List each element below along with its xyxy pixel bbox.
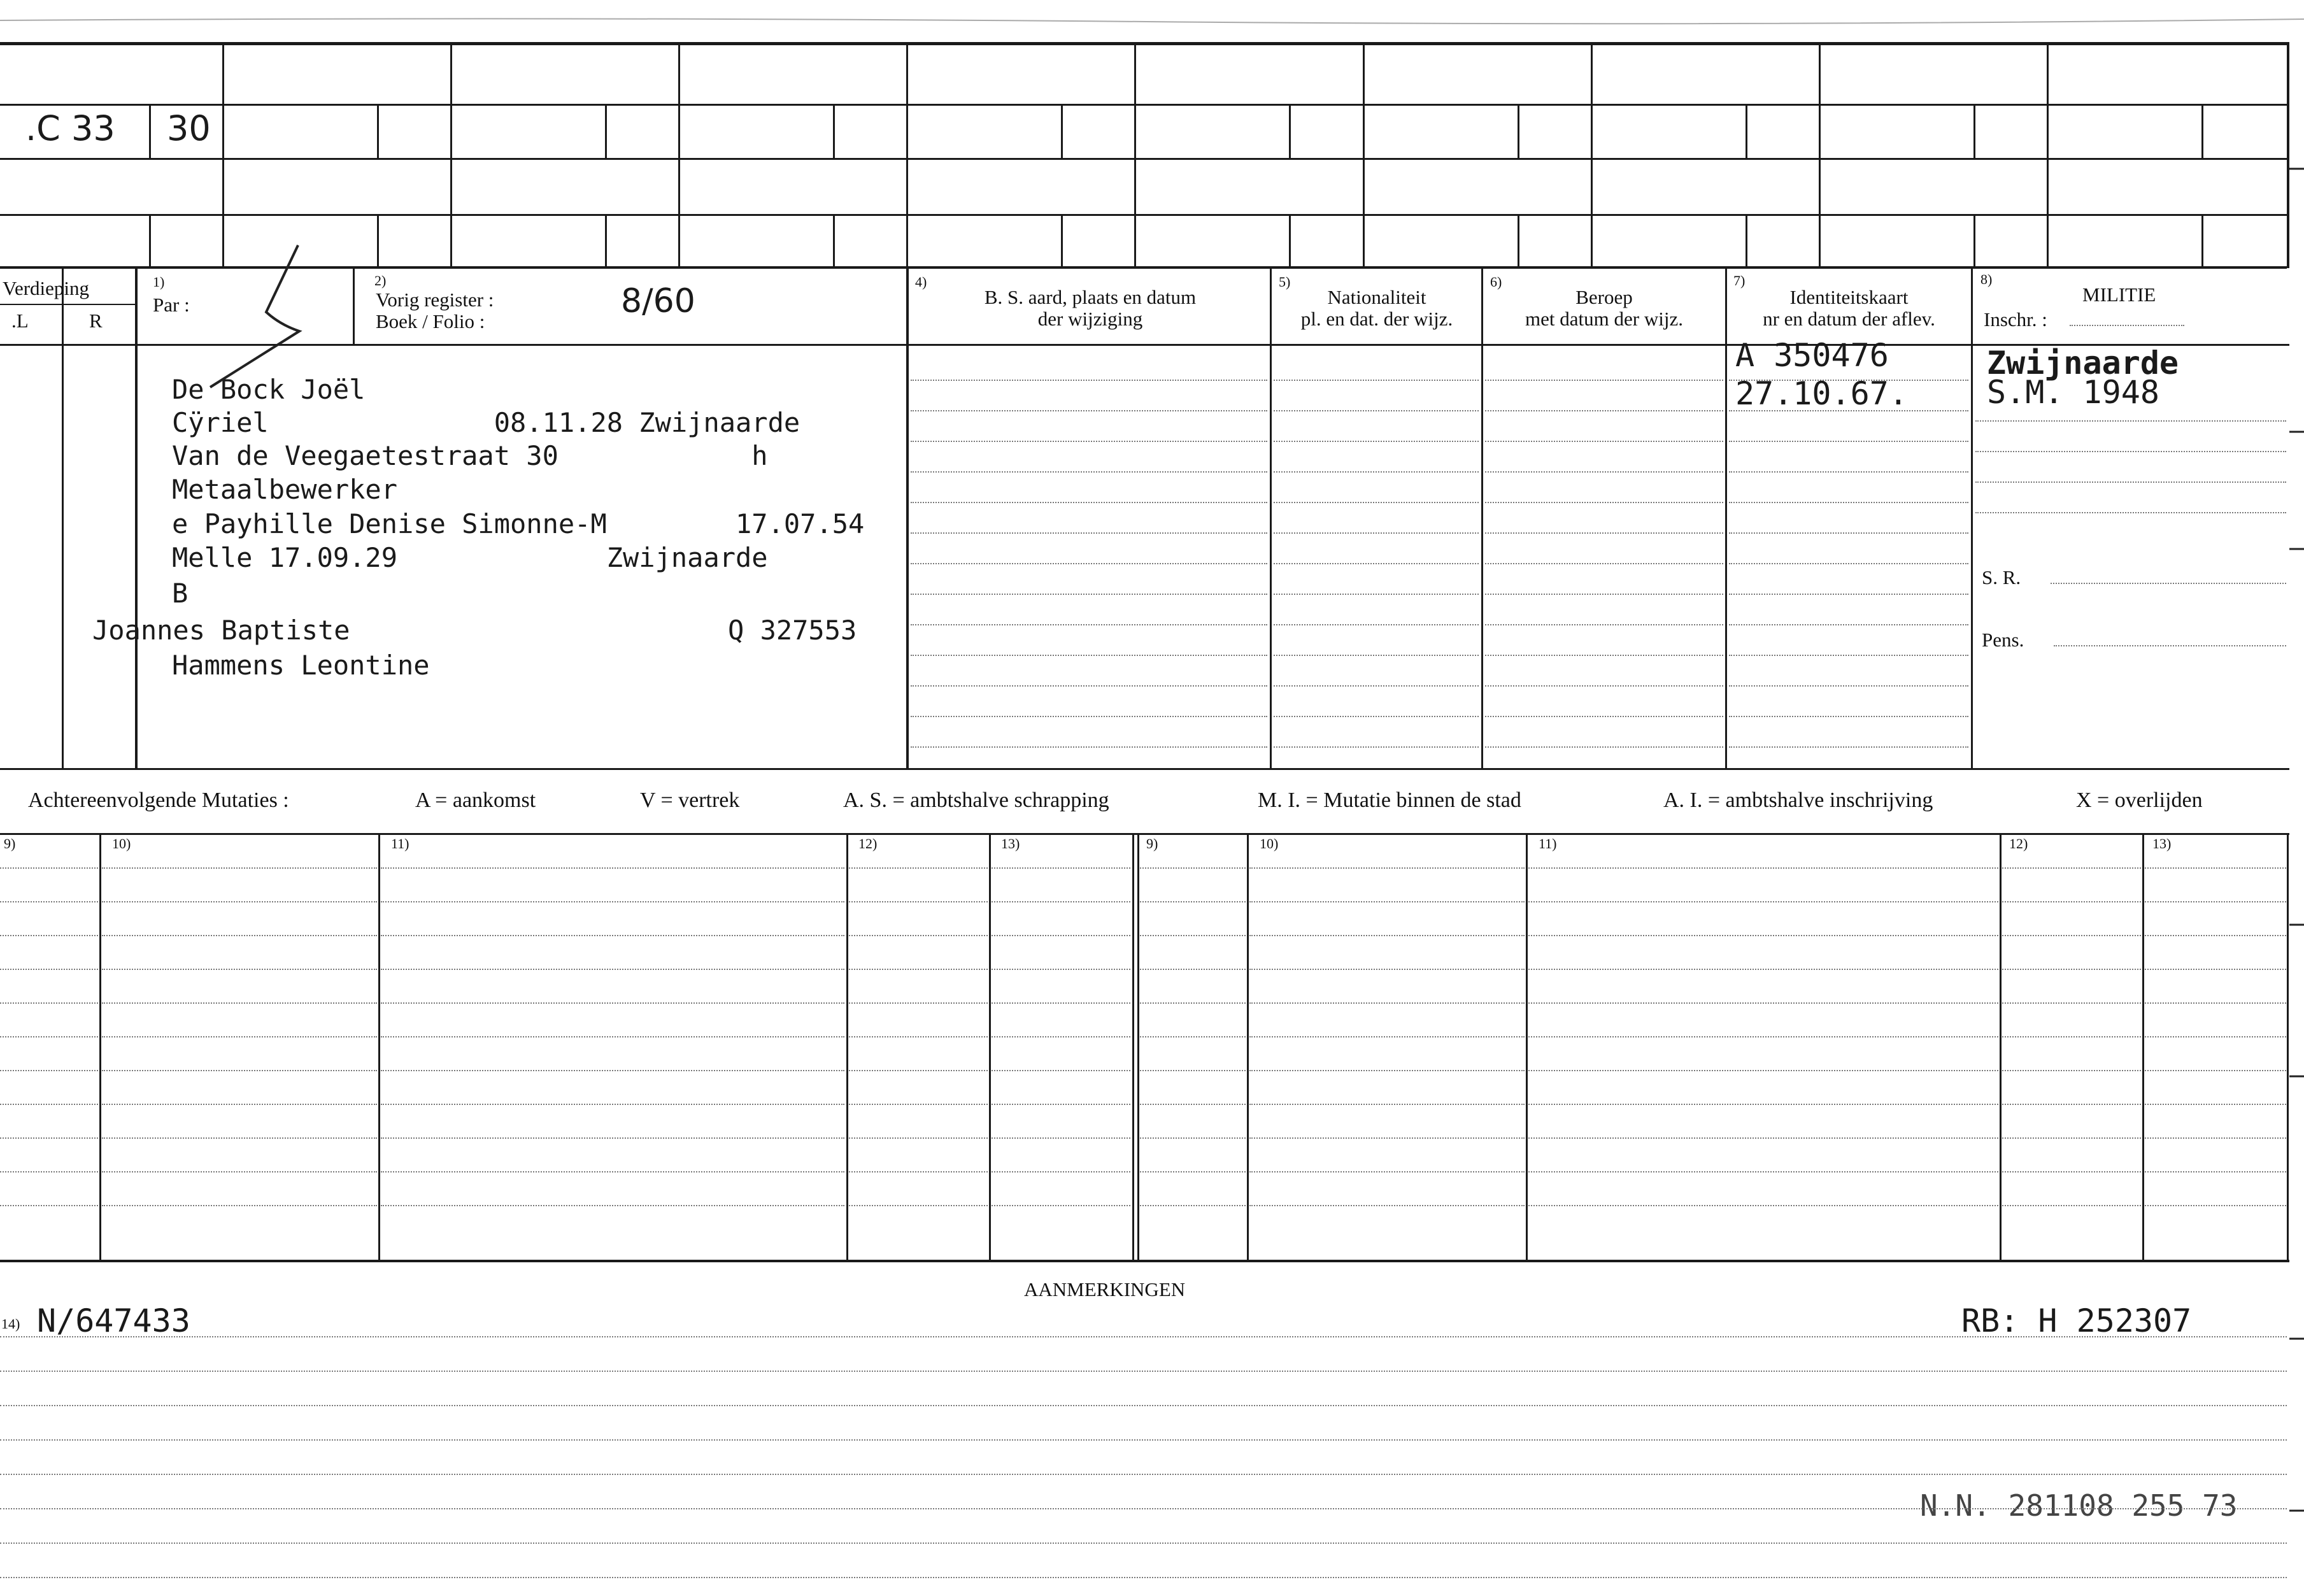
- bs-header: B. S. aard, plaats en datum der wijziging: [984, 286, 1197, 330]
- boek-folio-label: Boek / Folio :: [376, 310, 485, 332]
- militie-header: MILITIE: [2082, 283, 2156, 306]
- person-line-7: B: [172, 578, 188, 609]
- militie-place: Zwijnaarde: [1987, 345, 2179, 381]
- identiteitskaart-header: Identiteitskaart nr en datum der aflev.: [1763, 286, 1935, 330]
- floor-r-label: R: [89, 310, 103, 332]
- verdieping-label: Verdieping: [3, 277, 90, 299]
- identity-number: A 350476: [1735, 337, 1889, 374]
- aanmerking-rb-number: RB: H 252307: [1961, 1302, 2192, 1339]
- scan-edge-line: [0, 18, 2304, 24]
- person-line-3: Van de Veegaetestraat 30 h: [172, 440, 768, 471]
- aanmerking-n-number: N/647433: [37, 1302, 190, 1339]
- par-mark-stroke: [210, 245, 299, 387]
- aanmerkingen-title: AANMERKINGEN: [1024, 1278, 1186, 1300]
- inschr-label: Inschr. :: [1984, 308, 2047, 331]
- identity-date: 27.10.67.: [1735, 375, 1908, 412]
- pens-label: Pens.: [1982, 629, 2024, 651]
- nationaliteit-header: Nationaliteit pl. en dat. der wijz.: [1300, 286, 1453, 330]
- person-line-8-right: Q 327553: [728, 615, 857, 646]
- floor-l-label: .L: [11, 310, 29, 332]
- person-line-5: e Payhille Denise Simonne-M 17.07.54: [172, 508, 865, 539]
- aanmerking-nn-number: N.N. 281108 255 73: [1920, 1488, 2238, 1523]
- vorig-register-value: 8/60: [621, 282, 695, 320]
- mutaties-title: Achtereenvolgende Mutaties :: [28, 788, 289, 812]
- margin-ticks: [2289, 169, 2304, 1511]
- register-number: 30: [167, 108, 211, 148]
- par-label: Par :: [153, 294, 190, 316]
- register-code: .C 33: [25, 108, 115, 148]
- beroep-header: Beroep met datum der wijz.: [1525, 286, 1683, 330]
- person-line-1: De Bock Joël: [172, 374, 366, 405]
- person-line-9: Hammens Leontine: [172, 650, 430, 681]
- militie-year: S.M. 1948: [1987, 374, 2159, 411]
- person-line-4: Metaalbewerker: [172, 474, 398, 505]
- person-line-8: Joannes Baptiste: [92, 615, 350, 646]
- sr-label: S. R.: [1982, 566, 2021, 588]
- person-line-2: Cÿriel 08.11.28 Zwijnaarde: [172, 407, 800, 438]
- vorig-register-label: Vorig register :: [376, 289, 494, 311]
- person-line-6: Melle 17.09.29 Zwijnaarde: [172, 542, 768, 573]
